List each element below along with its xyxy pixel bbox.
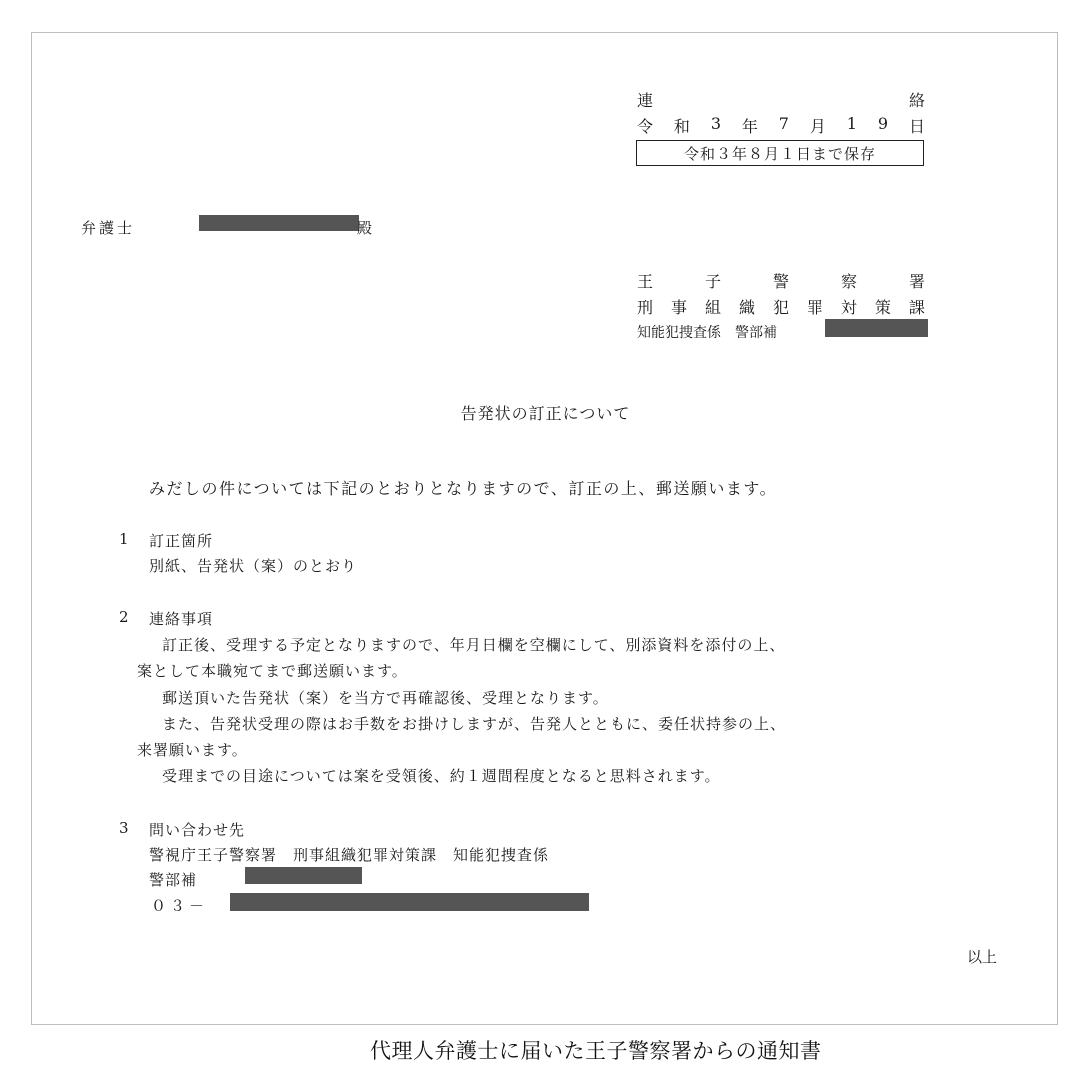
sender-station — [637, 269, 925, 292]
section-2-line: 案として本職宛てまで郵送願います。 — [137, 662, 408, 680]
document-page — [31, 32, 1058, 1025]
date-char: 年 — [741, 117, 758, 136]
section-3-heading: 問い合わせ先 — [149, 821, 246, 839]
closing-mark: 以上 — [967, 948, 998, 966]
division-char: 罪 — [806, 298, 823, 317]
redacted-contact-name — [245, 867, 362, 884]
division-char: 対 — [840, 298, 857, 317]
sender-division — [637, 295, 925, 318]
redacted-phone-number — [230, 893, 589, 911]
section-1-heading: 訂正箇所 — [149, 532, 214, 550]
redacted-addressee-name — [199, 215, 359, 231]
station-char: 署 — [908, 272, 925, 291]
memo-date — [637, 114, 925, 137]
section-1-line: 別紙、告発状（案）のとおり — [149, 557, 358, 575]
section-3-line: 警部補 — [149, 871, 198, 889]
section-2-line: 来署願います。 — [137, 741, 248, 759]
addressee-suffix: 殿 — [357, 219, 373, 237]
sender-section: 知能犯捜査係 警部補 — [637, 325, 777, 341]
section-3-number: 3 — [119, 819, 129, 837]
section-2-line: 郵送頂いた告発状（案）を当方で再確認後、受理となります。 — [162, 689, 609, 707]
section-2-heading: 連絡事項 — [149, 610, 214, 628]
date-char: 月 — [809, 117, 826, 136]
division-char: 策 — [874, 298, 891, 317]
division-char: 犯 — [772, 298, 789, 317]
station-char: 子 — [704, 272, 721, 291]
image-caption: 代理人弁護士に届いた王子警察署からの通知書 — [370, 1039, 822, 1063]
redacted-officer-name — [825, 319, 928, 337]
division-char: 課 — [908, 298, 925, 317]
division-char: 刑 — [637, 298, 654, 317]
section-2-line: 訂正後、受理する予定となりますので、年月日欄を空欄にして、別添資料を添付の上、 — [162, 636, 786, 654]
memo-type-char: 絡 — [908, 91, 925, 110]
division-char: 織 — [738, 298, 755, 317]
memo-type-char: 連 — [637, 91, 654, 110]
document-title: 告発状の訂正について — [460, 404, 631, 423]
date-char: 和 — [673, 117, 690, 136]
section-1-number: 1 — [119, 530, 129, 548]
section-2-line: また、告発状受理の際はお手数をお掛けしますが、告発人とともに、委任状持参の上、 — [162, 715, 787, 733]
section-2-number: 2 — [119, 608, 129, 626]
intro-paragraph: みだしの件については下記のとおりとなりますので、訂正の上、郵送願います。 — [149, 479, 778, 498]
retention-notice: 令和３年８月１日まで保存 — [636, 140, 924, 166]
date-char: 7 — [778, 114, 789, 133]
date-char: 9 — [877, 114, 889, 133]
station-char: 王 — [637, 272, 654, 291]
date-char: 3 — [710, 114, 721, 133]
section-3-line: 警視庁王子警察署 刑事組織犯罪対策課 知能犯捜査係 — [149, 846, 550, 864]
division-char: 事 — [670, 298, 687, 317]
division-char: 組 — [704, 298, 721, 317]
station-char: 警 — [772, 272, 789, 291]
section-2-line: 受理までの目途については案を受領後、約１週間程度となると思料されます。 — [162, 767, 721, 785]
section-3-line: ０３－ — [151, 897, 209, 915]
memo-type — [637, 88, 925, 111]
date-char: 1 — [846, 114, 857, 133]
station-char: 察 — [840, 272, 857, 291]
date-char: 日 — [908, 117, 925, 136]
addressee-prefix: 弁護士 — [81, 219, 136, 237]
date-char: 令 — [637, 117, 654, 136]
